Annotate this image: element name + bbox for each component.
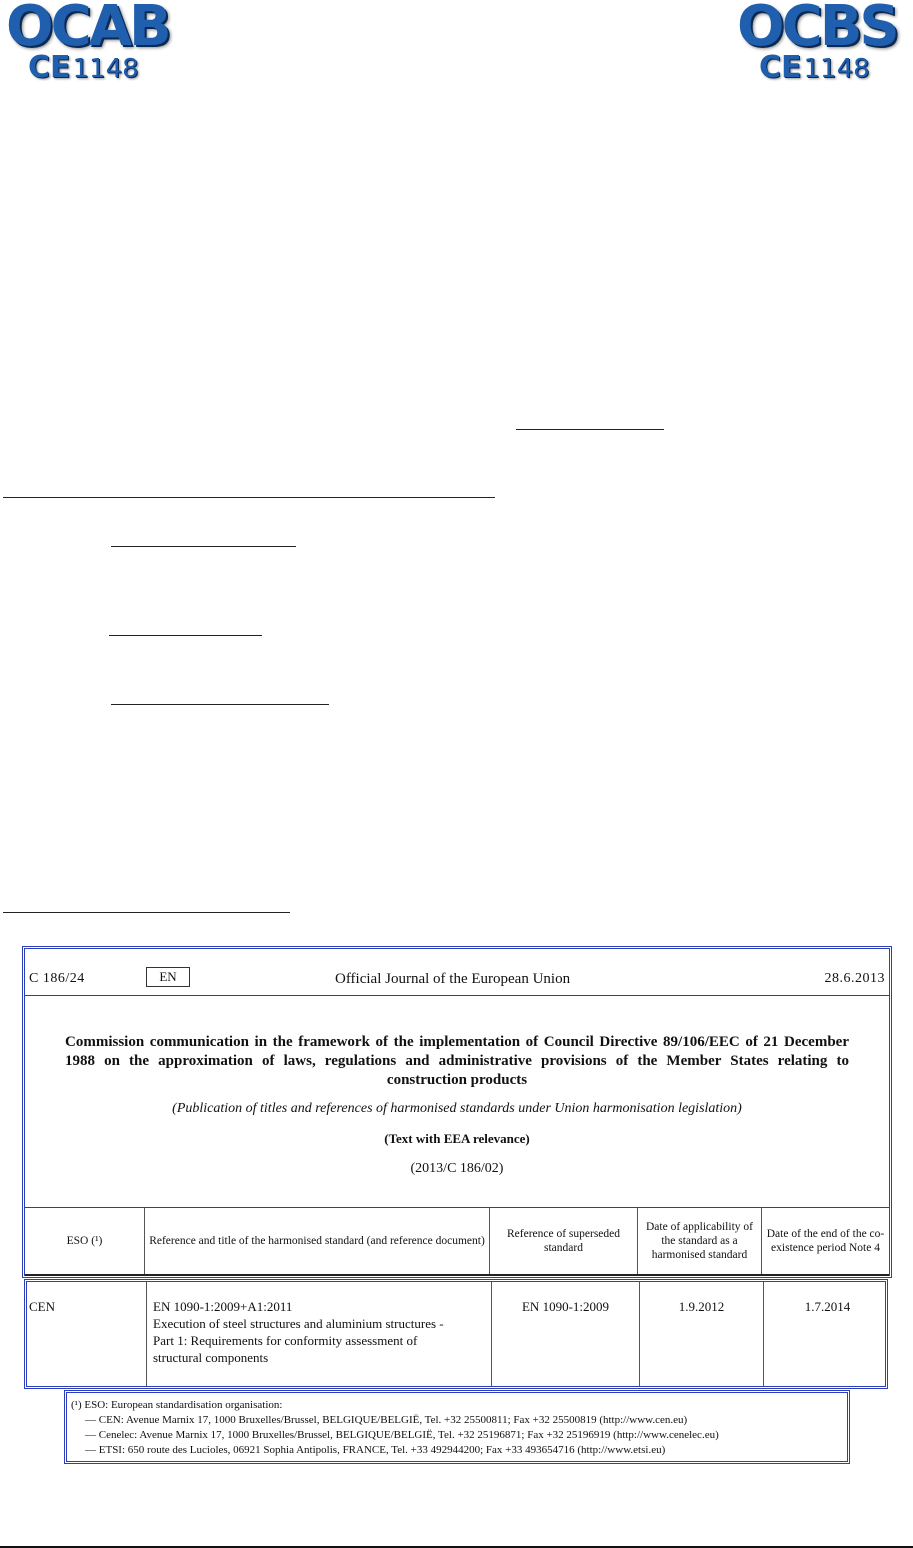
header-standard: Reference and title of the harmonised standard (and reference document)	[145, 1208, 490, 1274]
notified-body-number-right: 1148	[803, 54, 870, 84]
communication-title: Commission communication in the framework of the implementation of Council Directive 89/106/EEC of 21 December 1988 on the approximation of laws, regulations and administrative provisions of the Member States relating to construction products	[65, 1034, 849, 1088]
communication-subtitle: (Publication of titles and references of harmonised standards under Union harmonisation legislation)	[172, 1101, 742, 1116]
ce-mark-left	[28, 50, 139, 85]
underline-rule-5	[111, 704, 329, 705]
footnote-cenelec: — Cenelec: Avenue Marnix 17, 1000 Bruxelles/Brussel, BELGIQUE/BELGIË, Tel. +32 25196871; Fax +32 25196919 (http://www.cenelec.eu)	[85, 1429, 719, 1441]
header-applicability: Date of applicability of the standard as a harmonised standard	[638, 1208, 762, 1274]
cell-coexistence: 1.7.2014	[804, 1299, 851, 1314]
footnotes	[64, 1390, 850, 1464]
journal-reference: C 186/24	[29, 971, 85, 986]
table-header-row	[25, 1207, 889, 1276]
footnote-heading: (¹) ESO: European standardisation organisation:	[71, 1399, 283, 1411]
underline-rule-4	[109, 635, 262, 636]
eea-relevance: (Text with EEA relevance)	[384, 1131, 530, 1146]
cell-eso: CEN	[27, 1282, 147, 1386]
footnote-etsi: — ETSI: 650 route des Lucioles, 06921 Sophia Antipolis, FRANCE, Tel. +33 492944200; Fax +33 493654716 (http://www.etsi.eu)	[85, 1444, 666, 1456]
ce-mark-icon: CE	[28, 50, 71, 85]
ocab-logo	[6, 0, 176, 90]
standard-title-line-3: structural components	[153, 1350, 269, 1365]
cell-standard	[147, 1282, 492, 1386]
ocbs-logo-word: OCBS	[737, 0, 897, 59]
underline-rule-3	[111, 546, 296, 547]
header-superseded: Reference of superseded standard	[490, 1208, 638, 1274]
underline-rule-6	[3, 912, 290, 913]
ce-mark-icon: CE	[759, 50, 802, 85]
underline-rule-1	[516, 429, 664, 430]
header-coexistence: Date of the end of the co-existence period Note 4	[766, 1228, 885, 1254]
standard-reference: EN 1090-1:2009+A1:2011	[153, 1299, 293, 1314]
language-box: EN	[146, 967, 190, 987]
journal-name: Official Journal of the European Union	[335, 971, 571, 987]
table-row	[24, 1279, 888, 1389]
standard-title-line-2: Part 1: Requirements for conformity assessment of	[153, 1333, 418, 1348]
ce-mark-right	[759, 50, 870, 85]
cell-applicability: 1.9.2012	[640, 1282, 764, 1386]
underline-rule-2	[3, 497, 495, 498]
ocab-logo-word: OCAB	[6, 0, 169, 59]
cell-superseded: EN 1090-1:2009	[492, 1282, 640, 1386]
ocbs-logo	[737, 0, 907, 90]
standard-title-line-1: Execution of steel structures and aluminium structures -	[153, 1316, 444, 1331]
header-eso: ESO (¹)	[25, 1208, 145, 1274]
journal-date: 28.6.2013	[824, 971, 885, 986]
notified-body-number-left: 1148	[72, 54, 139, 84]
header-divider	[25, 995, 889, 996]
journal-running-header	[25, 957, 889, 987]
footnote-cen: — CEN: Avenue Marnix 17, 1000 Bruxelles/Brussel, BELGIQUE/BELGIË, Tel. +32 25500811; Fax +32 25500819 (http://www.cen.eu)	[85, 1414, 688, 1426]
journal-header-excerpt	[22, 946, 892, 1278]
document-id: (2013/C 186/02)	[410, 1161, 504, 1176]
